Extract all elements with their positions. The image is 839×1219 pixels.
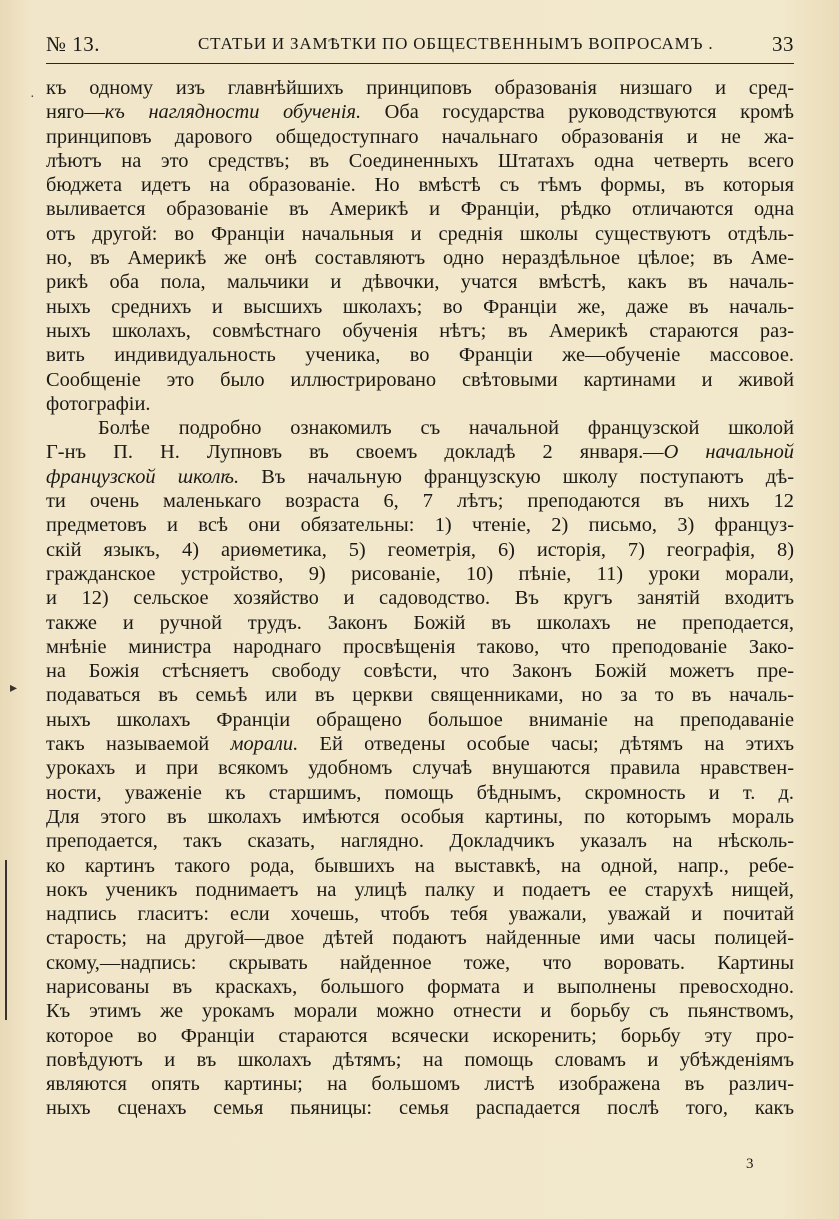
text-line: Сообщеніе это было иллюстрировано свѣтовыми картинами и живой	[46, 368, 794, 391]
text-line: скій языкъ, 4) ариѳметика, 5) геометрія, 6) исторія, 7) географія, 8)	[46, 538, 794, 561]
text-line: Къ этимъ же урокамъ морали можно отнести и борьбу съ пьянствомъ,	[46, 1000, 794, 1023]
text-line: предметовъ и всѣ они обязательны: 1) чтеніе, 2) письмо, 3) француз-	[46, 514, 794, 537]
text-run: няго—	[46, 101, 105, 124]
text-line: скому,—надпись: скрывать найденное тоже, что воровать. Картины	[46, 951, 794, 974]
signature-mark: 3	[746, 1156, 754, 1172]
text-line	[46, 440, 794, 464]
emphasis-text: морали.	[230, 733, 299, 756]
text-line: урокахъ и при всякомъ удобномъ случаѣ внушаются правила нравствен-	[46, 757, 794, 780]
text-line: старость; на другой—двое дѣтей подаютъ найденные ими часы полицей-	[46, 927, 794, 950]
article-body	[46, 76, 794, 1121]
text-line: и 12) сельское хозяйство и садоводство. Въ кругъ занятій входитъ	[46, 587, 794, 610]
emphasis-text: къ наглядности обученія.	[104, 101, 362, 124]
text-line: также и ручной трудъ. Законъ Божій въ школахъ не преподается,	[46, 611, 794, 634]
running-header	[46, 30, 794, 60]
text-line: Болѣе подробно ознакомилъ съ начальной французской школой	[98, 417, 794, 440]
text-line: ныхъ школахъ Франціи обращено большое вниманіе на преподаваніе	[46, 708, 794, 731]
text-line: лѣютъ на это средствъ; въ Соединенныхъ Штатахъ одна четверть всего	[46, 149, 794, 172]
text-run: Ей отведены особые часы; дѣтямъ на этихъ	[298, 733, 794, 756]
text-line: но, въ Америкѣ же онѣ составляютъ одно нераздѣльное цѣлое; въ Аме-	[46, 247, 794, 270]
text-line: къ одному изъ главнѣйшихъ принциповъ образованія низшаго и сред-	[46, 77, 794, 99]
emphasis-text: французской школѣ.	[46, 465, 240, 488]
text-line: гражданское устройство, 9) рисованіе, 10) пѣніе, 11) уроки морали,	[46, 562, 794, 585]
text-line: отъ другой: во Франціи начальныя и среднія школы существуютъ отдѣль-	[46, 222, 794, 245]
text-line: ти очень маленькаго возраста 6, 7 лѣтъ; преподаются въ нихъ 12	[46, 490, 794, 513]
text-line: вить индивидуальность ученика, во Франціи же—обученіе массовое.	[46, 344, 794, 367]
text-line: мнѣніе министра народнаго просвѣщенія таково, что преподованіе Зако-	[46, 635, 794, 658]
text-line: нокъ ученикъ поднимаетъ на улицѣ палку и подаетъ ее старухѣ нищей,	[46, 878, 794, 901]
text-line: нарисованы въ краскахъ, большого формата и выполнены превосходно.	[46, 975, 794, 998]
text-line: фотографіи.	[46, 392, 151, 415]
text-line: ко картинъ такого рода, бывшихъ на выставкѣ, на одной, напр., ребе-	[46, 854, 794, 877]
text-line: бюджета идетъ на образованіе. Но вмѣстѣ съ тѣмъ формы, въ которыя	[46, 174, 794, 197]
page-number: 33	[772, 32, 794, 56]
text-line: Для этого въ школахъ имѣются особыя картины, по которымъ мораль	[46, 805, 794, 828]
text-run: Оба государства руководствуются кромѣ	[361, 101, 794, 124]
text-line: которое во Франціи стараются всячески искоренить; борьбу эту про-	[46, 1024, 794, 1047]
text-line: принциповъ дарового общедоступнаго начальнаго образованія и не жа-	[46, 125, 794, 148]
text-line: выливается образованіе въ Америкѣ и Франціи, рѣдко отличаются одна	[46, 198, 794, 221]
paragraph	[46, 76, 794, 416]
header-rule	[46, 63, 794, 64]
margin-line	[5, 860, 7, 1020]
section-title: СТАТЬИ И ЗАМѢТКИ ПО ОБЩЕСТВЕННЫМЪ ВОПРОСАМЪ .	[198, 34, 714, 53]
text-run: Г-нъ П. Н. Лупновъ въ своемъ докладѣ 2 января.—	[46, 441, 664, 464]
issue-number: № 13.	[46, 32, 101, 56]
text-line: подаваться въ семьѣ или въ церкви священниками, но за то въ началь-	[46, 684, 794, 707]
text-line: являются опять картины; на большомъ листѣ изображена въ различ-	[46, 1073, 794, 1096]
text-run: такъ называемой	[46, 733, 231, 756]
text-line: рикѣ оба пола, мальчики и дѣвочки, учатся вмѣстѣ, какъ въ началь-	[46, 271, 794, 294]
text-line: на Божія стѣсняетъ свободу совѣсти, что Законъ Божій можетъ пре-	[46, 660, 794, 683]
text-line: ности, уваженіе къ старшимъ, помощь бѣднымъ, скромность и т. д.	[46, 781, 794, 804]
text-line: преподается, такъ сказать, наглядно. Докладчикъ указалъ на нѣсколь-	[46, 830, 794, 853]
text-line: повѣдуютъ и въ школахъ дѣтямъ; на помощь словамъ и убѣжденіямъ	[46, 1048, 794, 1071]
margin-tick: ▸	[10, 681, 18, 696]
margin-dot: ·	[30, 90, 35, 105]
emphasis-text: О начальной	[663, 441, 794, 464]
text-line: ныхъ среднихъ и высшихъ школахъ; во Франціи же, даже въ началь-	[46, 295, 794, 318]
text-run: Въ начальную французскую школу поступаютъ дѣ-	[239, 465, 794, 488]
text-line	[46, 100, 794, 124]
text-line: надпись гласитъ: если хочешь, чтобъ тебя уважали, уважай и почитай	[46, 903, 794, 926]
text-line: ныхъ школахъ, совмѣстнаго обученія нѣтъ; въ Америкѣ стараются раз-	[46, 319, 794, 342]
paragraph	[46, 416, 794, 1121]
text-line	[46, 732, 794, 756]
text-line: ныхъ сценахъ семья пьяницы: семья распадается послѣ того, какъ	[46, 1097, 794, 1120]
text-line	[46, 465, 794, 489]
